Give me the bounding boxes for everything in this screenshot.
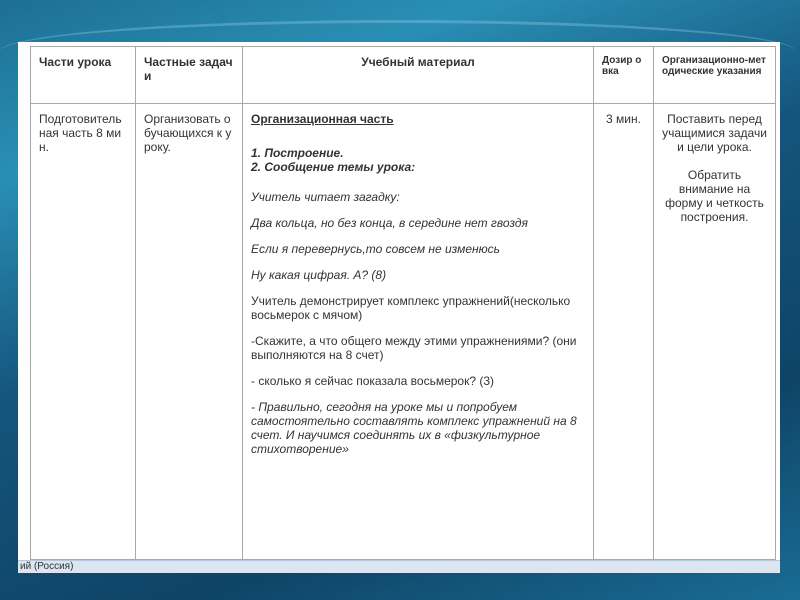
cell-dose: 3 мин. <box>594 104 654 560</box>
document-page <box>18 42 780 560</box>
material-line: Ну какая цифрая. А? (8) <box>251 268 387 282</box>
material-heading: Организационная часть <box>251 112 394 126</box>
material-line: Учитель демонстрирует комплекс упражнений(несколько восьмерок с мячом) <box>251 294 571 322</box>
header-row <box>31 47 776 104</box>
step-2: 2. Сообщение темы урока: <box>251 160 416 174</box>
lesson-table <box>30 46 776 560</box>
step-1: 1. Построение. <box>251 146 344 160</box>
material-line: Если я перевернусь,то совсем не изменюсь <box>251 242 500 256</box>
material-line: -Скажите, а что общего между этими упражнениями? (они выполняются на 8 счет) <box>251 334 577 362</box>
note: Обратить внимание на форму и четкость построения. <box>665 168 764 224</box>
header-tasks: Частные задачи <box>136 47 243 104</box>
header-material: Учебный материал <box>243 47 594 104</box>
cell-task: Организовать обучающихся к уроку. <box>136 104 243 560</box>
header-dose: Дозир овка <box>594 47 654 104</box>
header-parts: Части урока <box>31 47 136 104</box>
cell-material <box>243 104 594 560</box>
language-indicator[interactable]: ий (Россия) <box>20 561 74 572</box>
cell-notes <box>654 104 776 560</box>
table-row <box>31 104 776 560</box>
status-bar <box>18 560 780 573</box>
note: Поставить перед учащимися задачи и цели урока. <box>662 112 767 154</box>
material-line: Два кольца, но без конца, в середине нет гвоздя <box>251 216 528 230</box>
material-line: Учитель читает загадку: <box>251 190 400 204</box>
material-line: - сколько я сейчас показала восьмерок? (3) <box>251 374 495 388</box>
cell-part: Подготовительная часть 8 мин. <box>31 104 136 560</box>
header-notes: Организационно-методические указания <box>654 47 776 104</box>
material-line: - Правильно, сегодня на уроке мы и попробуем самостоятельно составлять комплекс упражнений на 8 счет. И научимся соединять их в «физкультурное стихотворение» <box>251 400 577 456</box>
